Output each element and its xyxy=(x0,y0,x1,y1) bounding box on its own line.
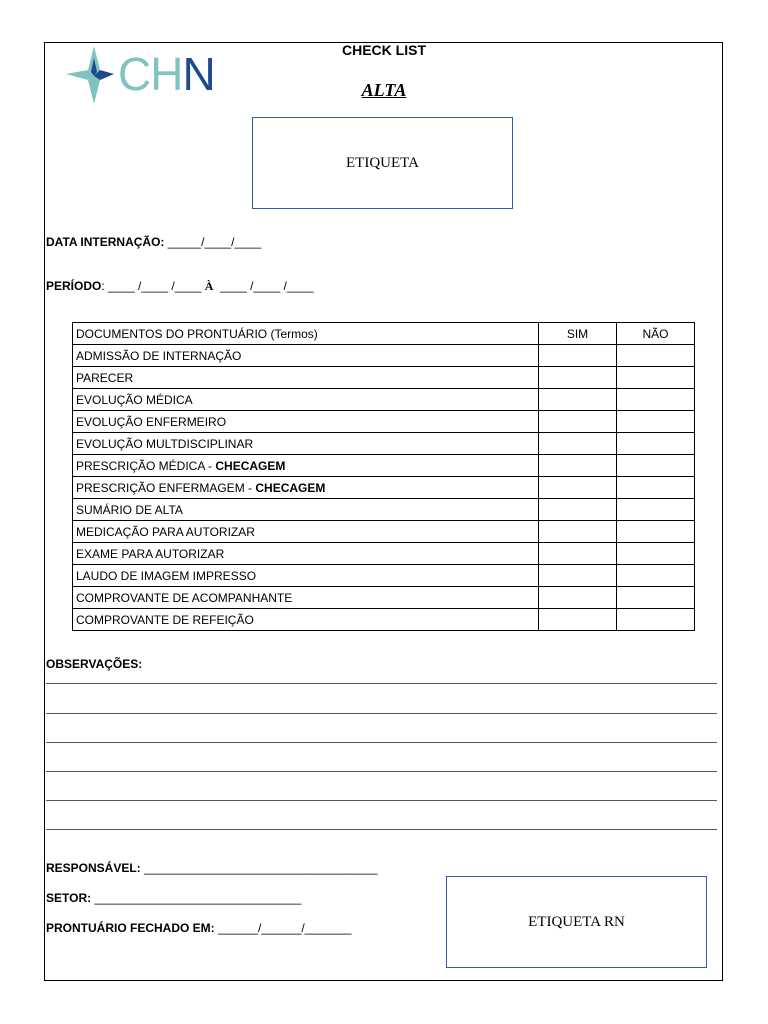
table-row xyxy=(73,565,695,587)
nao-checkbox-cell[interactable] xyxy=(617,389,695,411)
document-name-cell xyxy=(73,587,539,609)
etiqueta-label: ETIQUETA xyxy=(346,154,419,171)
document-name-cell xyxy=(73,609,539,631)
observacoes-line[interactable] xyxy=(46,742,717,743)
page-subtitle: ALTA xyxy=(361,80,407,100)
periodo-separator: À xyxy=(204,279,214,293)
data-internacao-field xyxy=(46,235,261,249)
nao-checkbox-cell[interactable] xyxy=(617,367,695,389)
header-nao: NÃO xyxy=(617,323,695,345)
sim-checkbox-cell[interactable] xyxy=(539,477,617,499)
document-name: EXAME PARA AUTORIZAR xyxy=(76,546,225,561)
etiqueta-rn-box xyxy=(446,876,707,968)
nao-checkbox-cell[interactable] xyxy=(617,455,695,477)
nao-checkbox-cell[interactable] xyxy=(617,345,695,367)
nao-checkbox-cell[interactable] xyxy=(617,543,695,565)
document-name: EVOLUÇÃO MÉDICA xyxy=(76,392,193,407)
page-title: CHECK LIST xyxy=(342,42,426,58)
header-documentos: DOCUMENTOS DO PRONTUÁRIO (Termos) xyxy=(73,323,539,345)
nao-checkbox-cell[interactable] xyxy=(617,587,695,609)
nao-checkbox-cell[interactable] xyxy=(617,521,695,543)
document-name: PRESCRIÇÃO ENFERMAGEM - xyxy=(76,480,256,495)
table-row xyxy=(73,499,695,521)
sim-checkbox-cell[interactable] xyxy=(539,389,617,411)
document-name-cell xyxy=(73,433,539,455)
nao-checkbox-cell[interactable] xyxy=(617,609,695,631)
etiqueta-rn-label: ETIQUETA RN xyxy=(528,913,625,930)
table-header-row xyxy=(73,323,695,345)
setor-field xyxy=(46,891,301,905)
logo-ch: CH xyxy=(118,48,183,100)
table-row xyxy=(73,455,695,477)
observacoes-line[interactable] xyxy=(46,800,717,801)
responsavel-label: RESPONSÁVEL: xyxy=(46,861,141,875)
document-name-cell xyxy=(73,367,539,389)
nao-checkbox-cell[interactable] xyxy=(617,499,695,521)
responsavel-field xyxy=(46,861,378,875)
document-name: PARECER xyxy=(76,370,134,385)
document-name-cell xyxy=(73,565,539,587)
document-name-emphasis: CHECAGEM xyxy=(255,480,326,495)
table-row xyxy=(73,521,695,543)
document-name: SUMÁRIO DE ALTA xyxy=(76,502,183,517)
checklist-body xyxy=(73,345,695,631)
observacoes-line[interactable] xyxy=(46,771,717,772)
prontuario-field xyxy=(46,921,351,935)
document-name: COMPROVANTE DE REFEIÇÃO xyxy=(76,612,254,627)
observacoes-line[interactable] xyxy=(46,683,717,684)
document-name-emphasis: CHECAGEM xyxy=(215,458,286,473)
table-row xyxy=(73,609,695,631)
nao-checkbox-cell[interactable] xyxy=(617,477,695,499)
document-name-cell xyxy=(73,499,539,521)
document-name-cell xyxy=(73,411,539,433)
data-internacao-value[interactable]: _____/____/____ xyxy=(164,235,262,249)
nao-checkbox-cell[interactable] xyxy=(617,411,695,433)
table-row xyxy=(73,389,695,411)
periodo-end-value[interactable]: ____ /____ /____ xyxy=(213,279,314,293)
header-sim: SIM xyxy=(539,323,617,345)
nao-checkbox-cell[interactable] xyxy=(617,433,695,455)
observacoes-line[interactable] xyxy=(46,829,717,830)
sim-checkbox-cell[interactable] xyxy=(539,587,617,609)
sim-checkbox-cell[interactable] xyxy=(539,609,617,631)
document-name: EVOLUÇÃO MULTDISCIPLINAR xyxy=(76,436,254,451)
table-row xyxy=(73,367,695,389)
etiqueta-box xyxy=(252,117,513,209)
sim-checkbox-cell[interactable] xyxy=(539,455,617,477)
responsavel-value[interactable]: ___________________________________ xyxy=(140,861,378,875)
periodo-label: PERÍODO xyxy=(46,279,102,293)
data-internacao-label: DATA INTERNAÇÃO: xyxy=(46,235,165,249)
periodo-start-value[interactable]: : ____ /____ /____ xyxy=(101,279,205,293)
document-name-cell xyxy=(73,521,539,543)
document-name: PRESCRIÇÃO MÉDICA - xyxy=(76,458,216,473)
observacoes-line[interactable] xyxy=(46,713,717,714)
table-row xyxy=(73,345,695,367)
nao-checkbox-cell[interactable] xyxy=(617,565,695,587)
sim-checkbox-cell[interactable] xyxy=(539,521,617,543)
checklist-table xyxy=(72,322,695,631)
sim-checkbox-cell[interactable] xyxy=(539,565,617,587)
sim-checkbox-cell[interactable] xyxy=(539,433,617,455)
sim-checkbox-cell[interactable] xyxy=(539,543,617,565)
observacoes-label: OBSERVAÇÕES: xyxy=(46,657,143,671)
setor-label: SETOR: xyxy=(46,891,92,905)
table-row xyxy=(73,543,695,565)
table-row xyxy=(73,433,695,455)
prontuario-label: PRONTUÁRIO FECHADO EM: xyxy=(46,921,215,935)
document-name-cell xyxy=(73,477,539,499)
table-row xyxy=(73,587,695,609)
document-name: MEDICAÇÃO PARA AUTORIZAR xyxy=(76,524,255,539)
document-name-cell xyxy=(73,345,539,367)
document-name: ADMISSÃO DE INTERNAÇÃO xyxy=(76,348,242,363)
sim-checkbox-cell[interactable] xyxy=(539,367,617,389)
document-name-cell xyxy=(73,389,539,411)
table-row xyxy=(73,411,695,433)
document-name: LAUDO DE IMAGEM IMPRESSO xyxy=(76,568,257,583)
sim-checkbox-cell[interactable] xyxy=(539,345,617,367)
sim-checkbox-cell[interactable] xyxy=(539,411,617,433)
logo-n: N xyxy=(182,48,215,100)
periodo-field xyxy=(46,279,314,294)
document-name-cell xyxy=(73,455,539,477)
setor-value[interactable]: _______________________________ xyxy=(91,891,302,905)
sim-checkbox-cell[interactable] xyxy=(539,499,617,521)
document-name-cell xyxy=(73,543,539,565)
prontuario-value[interactable]: ______/______/_______ xyxy=(214,921,352,935)
document-name: COMPROVANTE DE ACOMPANHANTE xyxy=(76,590,293,605)
table-row xyxy=(73,477,695,499)
document-name: EVOLUÇÃO ENFERMEIRO xyxy=(76,414,227,429)
